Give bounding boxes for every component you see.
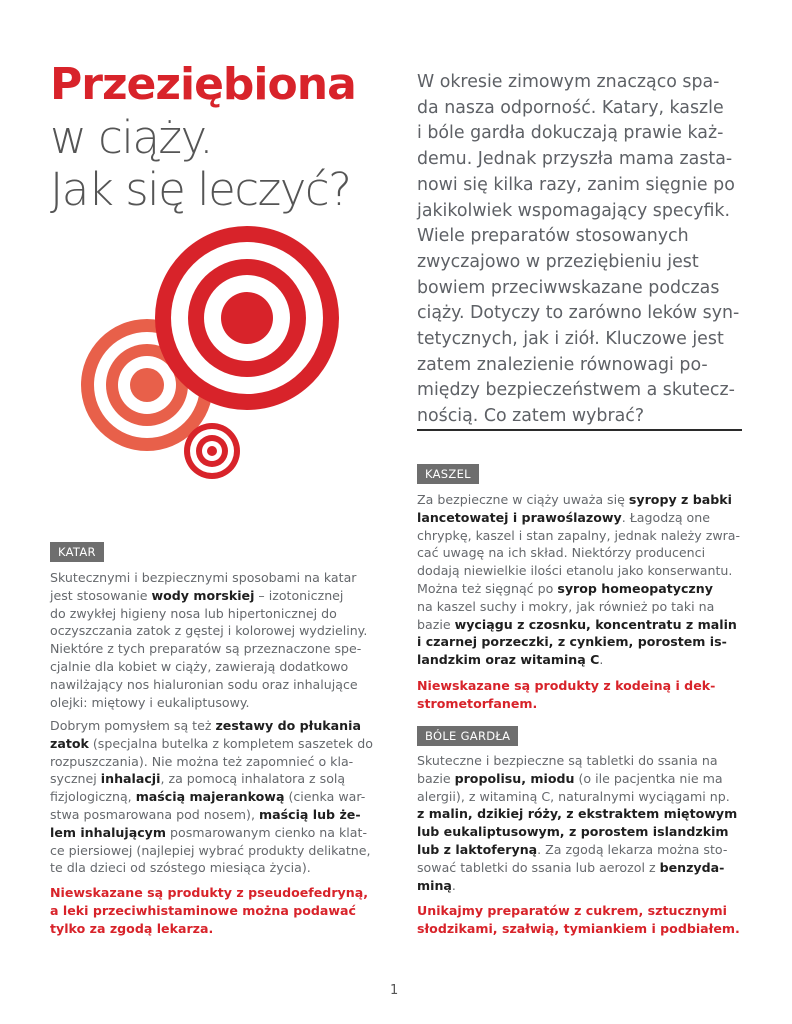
bold-text: maścią majerankową — [135, 789, 285, 805]
gardlo-paragraph — [417, 752, 757, 894]
text: . Za zgodą lekarza można sto- — [537, 841, 728, 857]
intro-line: tetycznych, jak i ziół. Kluczowe jest — [417, 329, 724, 350]
text: – izotonicznej — [254, 587, 344, 603]
bold-text: maścią lub że- — [258, 806, 361, 822]
intro-line: nowi się kilka razy, zanim sięgnie po — [417, 174, 735, 195]
text: . — [599, 652, 604, 668]
title-line-2: w ciąży. — [50, 111, 213, 164]
warning-line: a leki przeciwhistaminowe można podawać — [50, 902, 356, 918]
intro-line: i bóle gardła dokuczają prawie każ- — [417, 123, 724, 144]
warning-line: Unikajmy preparatów z cukrem, sztucznymi — [417, 903, 727, 918]
text-line: ce piersiowej (najlepiej wybrać produkty delikatne, — [50, 842, 371, 858]
text-line: olejki: miętowy i eukaliptusowy. — [50, 694, 250, 710]
target-small-red — [184, 423, 240, 479]
bold-text: lancetowatej i prawoślazowy — [417, 509, 622, 525]
warning-line: Niewskazane są produkty z pseudoefedryną, — [50, 885, 368, 900]
kaszel-warning — [417, 677, 757, 713]
text-line: dodają niewielkie ilości etanolu jako konserwantu. — [417, 563, 733, 579]
bold-text: propolisu, miodu — [454, 770, 575, 786]
warning-line: Niewskazane są produkty z kodeiną i dek- — [417, 678, 716, 693]
text-line: alergii), z witaminą C, naturalnymi wyciągami np. — [417, 788, 730, 804]
text-line: cjalnie dla kobiet w ciąży, zawierają dodatkowo — [50, 658, 349, 674]
section-tag-katar: KATAR — [50, 542, 104, 562]
intro-line: między bezpieczeństwem a skutecz- — [417, 380, 735, 401]
text: . — [451, 877, 456, 893]
intro-line: demu. Jednak przyszła mama zasta- — [417, 149, 733, 170]
intro-line: W okresie zimowym znacząco spa- — [417, 72, 720, 92]
bold-text: benzyda- — [659, 859, 725, 875]
text: fizjologiczną, — [50, 789, 136, 805]
kaszel-paragraph — [417, 491, 757, 669]
intro-line: ciąży. Dotyczy to zarówno leków syn- — [417, 303, 740, 324]
bold-text: syropy z babki — [628, 492, 732, 507]
intro-line: zatem znalezienie równowagi po- — [417, 354, 708, 375]
text-line: rozpuszczania). Nie można też zapomnieć o kla- — [50, 753, 354, 769]
intro-line: da nasza odporność. Katary, kaszle — [417, 97, 724, 118]
text-line: chrypkę, kaszel i stan zapalny, jednak należy zwra- — [417, 527, 741, 543]
intro-divider — [417, 429, 742, 431]
gardlo-warning — [417, 902, 757, 938]
bold-text: lub eukaliptusowym, z porostem islandzkim — [417, 824, 729, 840]
intro-paragraph — [417, 70, 752, 430]
text-line: nawilżający nos hialuronian sodu oraz inhalujące — [50, 676, 358, 692]
text: Dobrym pomysłem są też — [50, 718, 216, 733]
text: sycznej — [50, 771, 101, 787]
warning-line: tylko za zgodą lekarza. — [50, 920, 214, 936]
section-tag-kaszel: KASZEL — [417, 464, 479, 484]
bold-text: lem inhalującym — [50, 824, 167, 840]
text-line: oczyszczania zatok z gęstej i kolorowej wydzieliny. — [50, 623, 368, 639]
text: posmarowanym cienko na klat- — [166, 824, 367, 840]
text: , za pomocą inhalatora z solą — [160, 771, 346, 787]
text-line: cać uwagę na ich skład. Niektórzy producenci — [417, 545, 706, 561]
target-large-red — [155, 226, 339, 410]
intro-line: bowiem przeciwwskazane podczas — [417, 277, 720, 298]
text: stwa posmarowana pod nosem), — [50, 806, 259, 822]
bold-text: landzkim oraz witaminą C — [417, 652, 600, 668]
text-line: Skutecznymi i bezpiecznymi sposobami na katar — [50, 570, 357, 585]
text: bazie — [417, 616, 455, 632]
bold-text: lub z laktoferyną — [417, 841, 538, 857]
bold-text: wyciągu z czosnku, koncentratu z malin — [454, 616, 737, 632]
text: jest stosowanie — [50, 587, 152, 603]
bold-text: miną — [417, 877, 452, 893]
text-line: te dla dzieci od szóstego miesiąca życia). — [50, 860, 311, 876]
text-line: do zwykłej higieny nosa lub hipertonicznej do — [50, 605, 337, 621]
intro-line: nością. Co zatem wybrać? — [417, 406, 645, 427]
text-line: Niektóre z tych preparatów są przeznaczone spe- — [50, 641, 362, 657]
text: (specjalna butelka z kompletem saszetek do — [88, 735, 373, 751]
text-line: Skuteczne i bezpieczne są tabletki do ssania na — [417, 753, 718, 768]
bold-text: zatok — [50, 735, 89, 751]
intro-line: zwyczajowo w przeziębieniu jest — [417, 251, 699, 272]
section-tag-bole-gardla: BÓLE GARDŁA — [417, 726, 518, 746]
text: bazie — [417, 770, 455, 786]
bold-text: zestawy do płukania — [215, 718, 361, 733]
text: Można też sięgnąć po — [417, 580, 558, 596]
text-line: na kaszel suchy i mokry, jak również po taki na — [417, 598, 715, 614]
text: . Łagodzą one — [621, 509, 710, 525]
text: sować tabletki do ssania lub aerozol z — [417, 859, 660, 875]
page-number: 1 — [390, 983, 399, 998]
title-line-1: Przeziębiona — [50, 59, 356, 110]
warning-line: słodzikami, szałwią, tymiankiem i podbiałem. — [417, 920, 740, 936]
katar-warning — [50, 884, 380, 937]
text: (cienka war- — [284, 789, 366, 805]
bold-text: i czarnej porzeczki, z cynkiem, porostem is- — [417, 634, 727, 650]
katar-paragraph-1 — [50, 569, 380, 711]
title-line-3: Jak się leczyć? — [50, 163, 351, 216]
bold-text: syrop homeopatyczny — [557, 580, 713, 596]
bold-text: wody morskiej — [151, 587, 255, 603]
warning-line: strometorfanem. — [417, 695, 538, 711]
text: Za bezpieczne w ciąży uważa się — [417, 492, 629, 507]
text: (o ile pacjentka nie ma — [574, 770, 723, 786]
bold-text: inhalacji — [100, 771, 161, 787]
intro-line: Wiele preparatów stosowanych — [417, 226, 689, 247]
katar-paragraph-2 — [50, 717, 380, 877]
intro-line: jakikolwiek wspomagający specyfik. — [417, 200, 730, 221]
bold-text: z malin, dzikiej róży, z ekstraktem miętowym — [417, 806, 738, 822]
